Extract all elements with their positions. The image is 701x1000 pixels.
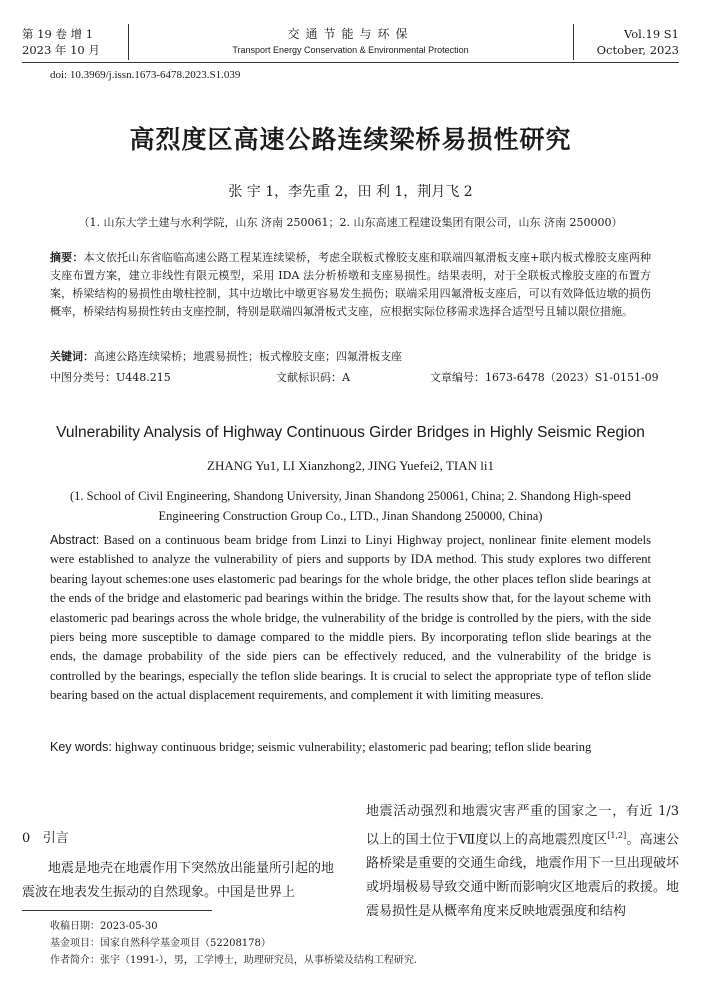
authors-cn: 张 宇 1，李先重 2，田 利 1，荆月飞 2: [228, 184, 473, 200]
keywords-en-text: highway continuous bridge; seismic vulnerability; elastomeric pad bearing; teflon slide bearing: [114, 740, 592, 754]
article-number: 文章编号：1673-6478（2023）S1-0151-09: [430, 371, 659, 384]
volume-line-en: Vol.19 S1: [624, 27, 679, 41]
date-line-en: October, 2023: [596, 43, 679, 57]
paper-title-cn: 高烈度区高速公路连续梁桥易损性研究: [129, 125, 572, 154]
received-date: 收稿日期：2023-05-30: [50, 921, 158, 932]
header-divider-left: [128, 24, 129, 60]
author-bio: 作者简介：张宇（1991-），男，工学博士，助理研究员，从事桥梁及结构工程研究.: [50, 955, 418, 966]
clc-number: 中图分类号：U448.215: [50, 371, 171, 384]
body-right-part1: 地震活动强烈和地震灾害严重的国家之一，有近 1/3 以上的国土位于Ⅶ度以上的高地震烈度区: [366, 804, 679, 848]
affiliation-cn: （1. 山东大学土建与水利学院，山东 济南 250061；2. 山东高速工程建设集团有限公司，山东 济南 250000）: [78, 216, 623, 229]
section-heading: [22, 827, 69, 846]
keywords-cn-label: 关键词：: [50, 350, 94, 363]
header-divider-right: [573, 24, 574, 60]
keywords-en: [50, 738, 651, 756]
journal-name-en: Transport Energy Conservation & Environmental Protection: [232, 45, 469, 55]
volume-line: 第 19 卷 增 1: [22, 27, 94, 41]
keywords-cn-text: 高速公路连续梁桥；地震易损性；板式橡胶支座；四氟滑板支座: [94, 350, 402, 363]
abstract-cn-label: 摘要：: [50, 251, 84, 264]
section-number: 0: [22, 831, 31, 846]
abstract-en-label: Abstract:: [50, 533, 100, 547]
doi: doi: 10.3969/j.issn.1673-6478.2023.S1.039: [50, 69, 241, 81]
body-text-left: 地震是地壳在地震作用下突然放出能量所引起的地震波在地表发生振动的自然现象。中国是世界上: [22, 861, 335, 900]
keywords-en-label: Key words:: [50, 740, 112, 754]
date-line: 2023 年 10 月: [22, 43, 100, 57]
document-code: 文献标识码：A: [276, 371, 350, 384]
body-right-part2: 。高速公路桥梁是重要的交通生命线，地震作用下一旦出现破坏或坍塌极易导致交通中断而影响灾区地震后的救援。地震易损性是从概率角度来反映地震强度和结构: [366, 832, 679, 920]
authors-en: ZHANG Yu1, LI Xianzhong2, JING Yuefei2, TIAN li1: [207, 458, 494, 473]
funding: 基金项目：国家自然科学基金项目（52208178）: [50, 938, 271, 949]
section-title: 引言: [42, 831, 69, 846]
abstract-cn-text: 本文依托山东省临临高速公路工程某连续梁桥，考虑全联板式橡胶支座和联端四氟滑板支座+联内板式橡胶支座两种支座布置方案，建立非线性有限元模型，采用 IDA 法分析桥墩和支座易损性。结果表明，对于全联板式橡胶支座的布置方案，桥梁结构的易损性由墩柱控制，其中边墩比中墩更容易发生损伤；联端采用四氟滑板支座后，可以有效降低边墩的损伤概率，桥梁结构易损性转由支座控制，特别是联端四氟滑板式支座，应根据实际位移需求选择合适型号且辅以限位措施。: [50, 251, 651, 318]
journal-name: [140, 26, 561, 58]
abstract-cn: [50, 249, 651, 321]
footnotes: [50, 918, 417, 969]
journal-volume-cn: [22, 26, 100, 58]
journal-volume-en: [597, 26, 679, 58]
header-rule: [22, 62, 679, 63]
affiliation-en: (1. School of Civil Engineering, Shandong University, Jinan Shandong 250061, China; 2. Shandong High-speed Engineering Construction Group Co., LTD., Jinan Shandong 250000, China): [70, 489, 631, 523]
keywords-cn: [50, 349, 651, 365]
abstract-en-text: Based on a continuous beam bridge from Linzi to Linyi Highway project, nonlinear finite element models were established to analyze the vulnerability of piers and supports by IDA method. This study explores two different bearing layout schemes:one uses elastomeric pad bearings for the whole bridge, the other places teflon slide bearings at the ends of the bridge and elastomeric pad bearings within the bridge. The results show that, for the layout scheme with elastomeric pad bearings across the whole bridge, the vulnerability of the bridge is controlled by the piers, with the side piers being more susceptible to damage compared to the middle piers. By incorporating teflon slide bearings at the ends, the damage probability of the side piers can be effectively reduced, and the vulnerability of the bridge is controlled by the bearings, especially the teflon slide bearings. It is crucial to select the appropriate type of teflon slide bearing based on the actual displacement requirements, and complement it with limiting measures.: [50, 533, 652, 703]
abstract-en: [50, 531, 651, 706]
citation: [1,2]: [607, 831, 627, 840]
body-text-right: [366, 800, 679, 924]
paper-title-en: Vulnerability Analysis of Highway Continuous Girder Bridges in Highly Seismic Region: [56, 424, 645, 441]
footnote-rule: [22, 910, 212, 911]
journal-name-cn: 交通节能与环保: [287, 27, 414, 41]
